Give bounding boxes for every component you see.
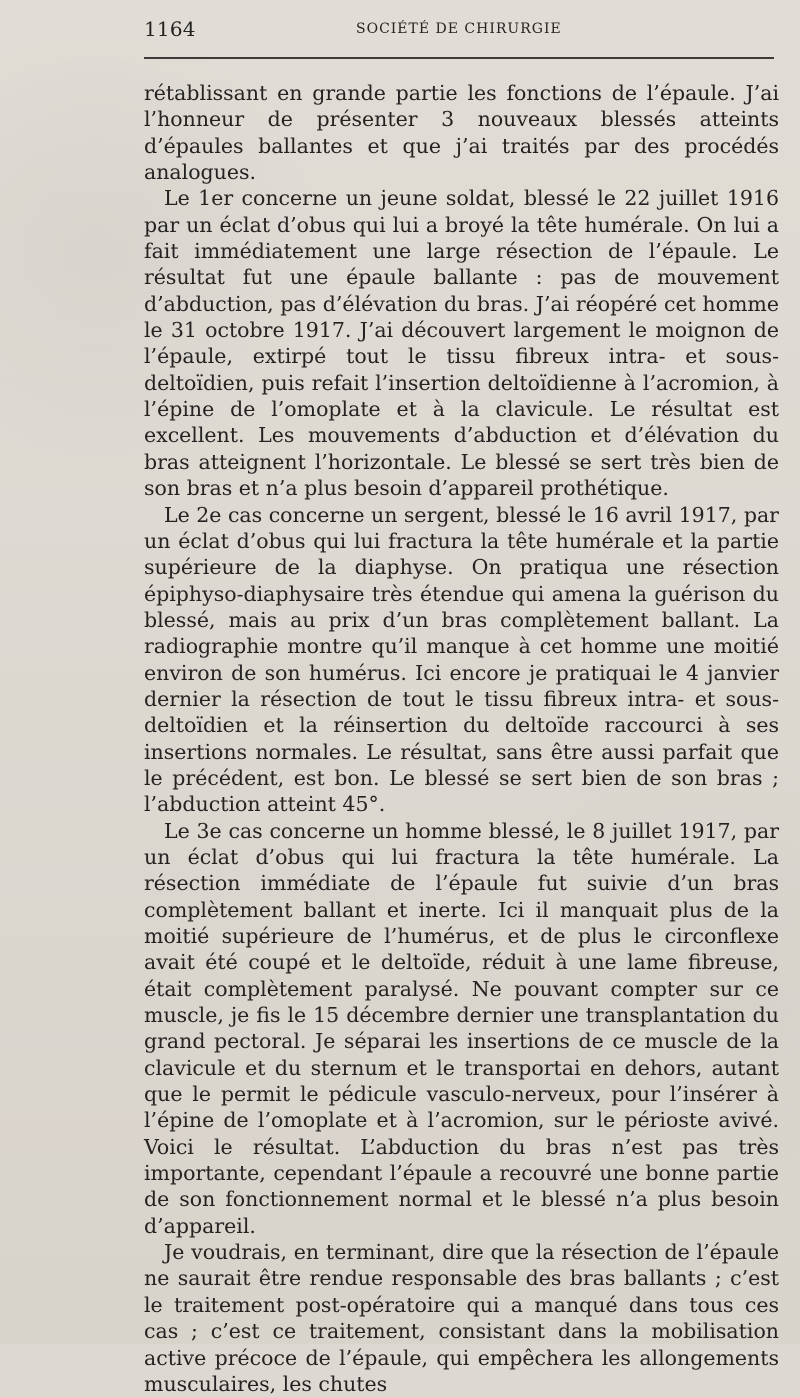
page-header: [144, 16, 780, 48]
paragraph-5: Je voudrais, en terminant, dire que la résection de l’épaule ne saurait être rendue responsable des bras ballants ; c’est le traitement post-opératoire qui a manqué dans tous ces cas ; c’est ce traitement, consistant dans la mobilisation active précoce de l’épaule, qui empêchera les allongements musculaires, les chutes: [144, 1240, 779, 1396]
paragraph-2: Le 1er concerne un jeune soldat, blessé le 22 juillet 1916 par un éclat d’obus qui lui a broyé la tête humérale. On lui a fait immédiatement une large résection de l’épaule. Le résultat fut une épaule ballante : pas de mouvement d’abduction, pas d’élévation du bras. J’ai réopéré cet homme le 31 octobre 1917. J’ai découvert largement le moignon de l’épaule, extirpé tout le tissu fibreux intra- et sous-deltoïdien, puis refait l’insertion deltoïdienne à l’acromion, à l’épine de l’omoplate et à la clavicule. Le résultat est excellent. Les mouvements d’abduction et d’élévation du bras atteignent l’horizontale. Le blessé se sert très bien de son bras et n’a plus besoin d’appareil prothétique.: [144, 186, 779, 501]
page-number: 1164: [144, 17, 196, 41]
running-head: SOCIÉTÉ DE CHIRURGIE: [356, 21, 562, 37]
paragraph-4: Le 3e cas concerne un homme blessé, le 8 juillet 1917, par un éclat d’obus qui lui fractura la tête humérale. La résection immédiate de l’épaule fut suivie d’un bras complètement ballant et inerte. Ici il manquait plus de la moitié supérieure de l’humérus, et de plus le circonflexe avait été coupé et le deltoïde, réduit à une lame fibreuse, était complètement paralysé. Ne pouvant compter sur ce muscle, je fis le 15 décembre dernier une transplantation du grand pectoral. Je séparai les insertions de ce muscle de la clavicule et du sternum et le transportai en dehors, autant que le permit le pédicule vasculo-nerveux, pour l’insérer à l’épine de l’omoplate et à l’acromion, sur le périoste avivé. Voici le résultat. L’abduction du bras n’est pas très importante, cependant l’épaule a recouvré une bonne partie de son fonctionnement normal et le blessé n’a plus besoin d’appareil.: [144, 818, 779, 1238]
article-body: [144, 80, 779, 1397]
paragraph-1: rétablissant en grande partie les fonctions de l’épaule. J’ai l’honneur de présenter 3 nouveaux blessés atteints d’épaules ballantes et que j’ai traités par des procédés analogues.: [144, 81, 779, 185]
paragraph-3: Le 2e cas concerne un sergent, blessé le 16 avril 1917, par un éclat d’obus qui lui fractura la tête humérale et la partie supérieure de la diaphyse. On pratiqua une résection épiphyso-diaphysaire très étendue qui amena la guérison du blessé, mais au prix d’un bras complètement ballant. La radiographie montre qu’il manque à cet homme une moitié environ de son humérus. Ici encore je pratiquai le 4 janvier dernier la résection de tout le tissu fibreux intra- et sous-deltoïdien et la réinsertion du deltoïde raccourci à ses insertions normales. Le résultat, sans être aussi parfait que le précédent, est bon. Le blessé se sert bien de son bras ; l’abduction atteint 45°.: [144, 502, 779, 817]
header-divider: [144, 57, 774, 59]
